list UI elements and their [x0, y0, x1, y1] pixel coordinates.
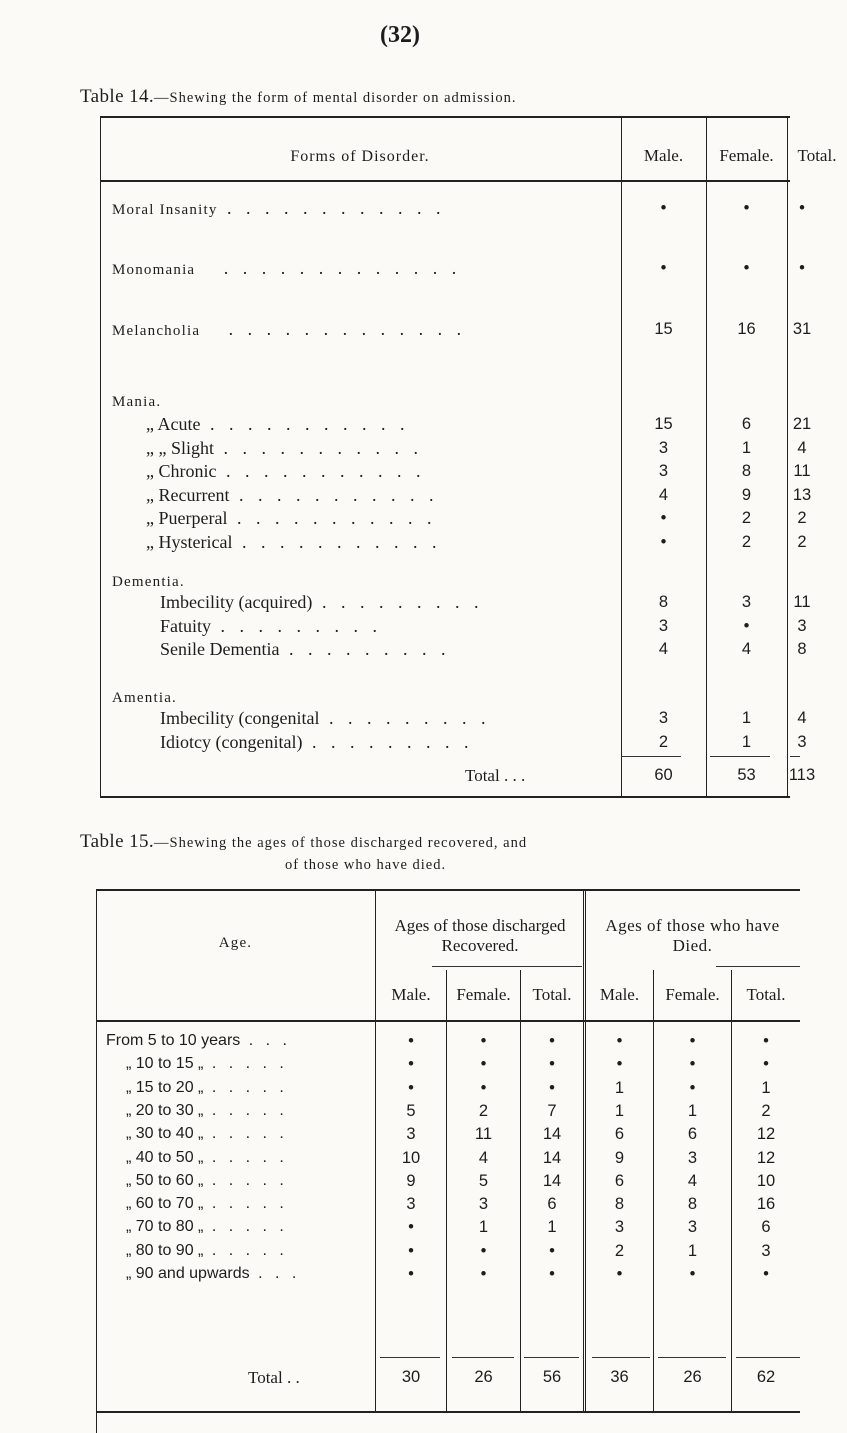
age-cell-dm: 2: [614, 1241, 625, 1260]
age-cell-df: 6: [687, 1125, 698, 1144]
age-cell-rm: •: [408, 1218, 414, 1237]
age-row-label: „ 30 to 40 „ . . . . .: [126, 1125, 288, 1143]
cell-male: •: [660, 509, 667, 528]
age-cell-rm: 5: [406, 1101, 416, 1120]
row-label: „ Puerperal . . . . . . . . . . .: [146, 508, 437, 529]
age-cell-df: •: [689, 1055, 696, 1074]
age-cell-rm: 9: [406, 1171, 416, 1190]
cell-female: 3: [741, 593, 752, 611]
cell-total: 11: [793, 462, 811, 481]
age-cell-rm: •: [408, 1055, 414, 1074]
age-cell-dm: •: [616, 1032, 623, 1050]
age-row-label-text: „ 90 and upwards: [126, 1265, 250, 1282]
table15-total-label: Total . .: [248, 1368, 300, 1387]
age-cell-rt: •: [549, 1032, 555, 1050]
age-cell-rf: 5: [478, 1171, 489, 1190]
row-label: Idiotcy (congenital) . . . . . . . . .: [160, 731, 474, 752]
age-row-label-text: „ 50 to 60 „: [126, 1171, 204, 1189]
group-label-dementia: Dementia.: [112, 574, 185, 590]
cell-total: •: [799, 199, 805, 217]
header-total: Total.: [797, 146, 837, 165]
age-cell-rm: •: [408, 1032, 414, 1050]
cell-total: 2: [797, 533, 807, 551]
age-row-label-text: „ 30 to 40 „: [126, 1125, 204, 1143]
cell-male: 3: [658, 616, 669, 635]
header-died: Ages of those who have Died.: [605, 916, 780, 955]
age-cell-dm: 3: [614, 1218, 625, 1237]
age-cell-rt: •: [549, 1241, 555, 1260]
age-row-label: „ 80 to 90 „ . . . . .: [126, 1241, 288, 1259]
table15-title-lead: Table 15.: [80, 831, 155, 852]
age-cell-rm: •: [408, 1241, 414, 1260]
row-label-text: Idiotcy (congenital): [160, 731, 303, 752]
cell-male: 3: [658, 709, 669, 727]
age-cell-df: 1: [687, 1241, 698, 1260]
cell-female: •: [743, 259, 750, 277]
header-recovered-male: Male.: [391, 985, 431, 1004]
cell-female: 6: [741, 415, 752, 433]
cell-female: 9: [741, 485, 752, 504]
header-recovered-total: Total.: [532, 985, 572, 1004]
age-cell-rt: 14: [542, 1125, 562, 1144]
row-label-text: Imbecility (congenital: [160, 708, 320, 728]
age-cell-dt: 1: [761, 1078, 771, 1097]
age-cell-rf: •: [480, 1265, 487, 1283]
header-recovered-female: Female.: [456, 985, 511, 1004]
row-label: „ „ Slight . . . . . . . . . . .: [146, 437, 423, 458]
header-female: Female.: [719, 146, 774, 165]
age-cell-dm: •: [616, 1055, 623, 1074]
age-row-label: „ 40 to 50 „ . . . . .: [126, 1148, 288, 1166]
table14-total-total: 113: [788, 766, 816, 784]
header-died-total: Total.: [746, 985, 786, 1004]
age-cell-rf: •: [480, 1078, 487, 1097]
age-cell-dm: 1: [614, 1101, 625, 1120]
table15-title-line2: of those who have died.: [285, 857, 447, 873]
row-label-text: Imbecility (acquired): [160, 592, 313, 612]
age-cell-df: 3: [687, 1218, 698, 1237]
age-cell-rt: 14: [542, 1148, 562, 1167]
age-cell-rt: 1: [547, 1218, 557, 1237]
age-cell-rf: •: [480, 1241, 487, 1260]
cell-female: 8: [741, 462, 752, 481]
row-label-monomania: Monomania . . . . . . . . . . . . .: [112, 258, 462, 278]
age-cell-dt: 6: [761, 1218, 771, 1237]
cell-female: •: [743, 199, 750, 217]
age-cell-rt: 7: [547, 1101, 557, 1120]
group-label-mania: Mania.: [112, 394, 162, 410]
cell-total: 8: [797, 640, 807, 658]
cell-female: 16: [737, 320, 756, 338]
row-label: Imbecility (acquired) . . . . . . . . .: [160, 592, 484, 612]
age-row-label-text: „ 15 to 20 „: [126, 1078, 204, 1096]
age-cell-dm: 1: [614, 1078, 625, 1097]
age-cell-rt: •: [549, 1078, 555, 1097]
cell-total: 13: [792, 485, 812, 504]
age-cell-rm: •: [408, 1078, 414, 1097]
row-label-text: „ Recurrent: [146, 484, 230, 505]
header-died-female: Female.: [665, 985, 720, 1004]
cell-female: 2: [741, 533, 752, 551]
cell-female: 4: [741, 640, 752, 658]
age-row-label-text: „ 80 to 90 „: [126, 1241, 204, 1259]
age-row-label: „ 60 to 70 „ . . . . .: [126, 1195, 288, 1213]
cell-female: 1: [741, 709, 752, 727]
cell-male: 15: [654, 320, 673, 338]
age-cell-dt: •: [763, 1032, 769, 1050]
cell-male: 4: [658, 485, 669, 504]
age-row-label-text: „ 60 to 70 „: [126, 1195, 204, 1213]
header-recovered: Ages of those discharged Recovered.: [394, 916, 566, 955]
age-cell-dm: 6: [614, 1171, 625, 1190]
cell-male: 2: [658, 732, 669, 751]
age-cell-rt: 6: [547, 1195, 557, 1214]
cell-male: 8: [658, 593, 669, 611]
table15-title-rest: —Shewing the ages of those discharged recovered, and: [154, 835, 528, 851]
table15-total-dm: 36: [610, 1368, 629, 1386]
table14-total-male: 60: [654, 766, 673, 784]
page-number: (32): [380, 22, 420, 48]
row-label: „ Chronic . . . . . . . . . . .: [146, 461, 426, 482]
cell-male: 3: [658, 462, 669, 481]
age-row-label: „ 50 to 60 „ . . . . .: [126, 1171, 288, 1189]
age-cell-rf: 11: [474, 1125, 493, 1144]
age-cell-dt: 10: [756, 1171, 776, 1190]
row-label: „ Recurrent . . . . . . . . . . .: [146, 484, 439, 505]
age-cell-rt: •: [549, 1055, 555, 1074]
cell-total: •: [799, 259, 805, 277]
row-label: „ Acute . . . . . . . . . . .: [146, 414, 410, 434]
age-cell-df: 4: [687, 1171, 698, 1190]
age-cell-dt: 12: [756, 1125, 776, 1144]
table14-title-rest: —Shewing the form of mental disorder on admission.: [154, 90, 517, 106]
age-cell-dt: 3: [761, 1241, 771, 1260]
age-cell-dm: •: [616, 1265, 623, 1283]
age-cell-dm: 9: [614, 1148, 625, 1167]
table15-total-dt: 62: [756, 1368, 776, 1386]
row-label-text: „ Hysterical: [146, 532, 233, 552]
row-label-text: „ Chronic: [146, 461, 217, 482]
table14-total-female: 53: [737, 766, 756, 784]
age-cell-rm: 3: [406, 1125, 416, 1144]
age-cell-df: •: [689, 1032, 696, 1050]
age-row-label-text: „ 20 to 30 „: [126, 1101, 204, 1119]
cell-total: 2: [797, 509, 807, 528]
table15-title: [80, 831, 527, 853]
row-label: Imbecility (congenital . . . . . . . . .: [160, 708, 491, 728]
header-male: Male.: [643, 146, 684, 165]
cell-total: 31: [792, 320, 812, 338]
row-label-text: „ Puerperal: [146, 508, 228, 529]
row-label: Senile Dementia . . . . . . . . .: [160, 639, 451, 659]
cell-male: •: [660, 259, 667, 277]
age-cell-rt: •: [549, 1265, 555, 1283]
age-cell-rf: •: [480, 1055, 487, 1074]
header-died-male: Male.: [599, 985, 640, 1004]
age-cell-df: 8: [687, 1195, 698, 1214]
row-label-text: Senile Dementia: [160, 639, 280, 659]
table15-total-rf: 26: [474, 1368, 493, 1386]
table15-total-rm: 30: [401, 1368, 421, 1386]
age-row-label: „ 20 to 30 „ . . . . .: [126, 1101, 288, 1119]
age-cell-dm: 8: [614, 1195, 625, 1214]
table14-title: [80, 86, 517, 108]
cell-total: 4: [797, 438, 807, 457]
row-label-moral-insanity: Moral Insanity . . . . . . . . . . . .: [112, 198, 446, 218]
age-row-label: „ 90 and upwards . . .: [126, 1265, 301, 1282]
age-row-label: From 5 to 10 years . . .: [106, 1032, 291, 1049]
row-label-text: Fatuity: [160, 615, 212, 636]
row-label-melancholia: Melancholia . . . . . . . . . . . . .: [112, 319, 467, 339]
row-label-text: „ „ Slight: [146, 437, 214, 458]
cell-total: 3: [797, 616, 807, 635]
age-cell-rf: 4: [478, 1148, 489, 1167]
cell-male: 15: [654, 415, 673, 433]
age-cell-rf: •: [480, 1032, 487, 1050]
age-cell-dt: •: [763, 1055, 769, 1074]
cell-male: •: [660, 533, 667, 551]
table15-total-rt: 56: [542, 1368, 562, 1386]
table14-title-lead: Table 14.: [80, 86, 155, 107]
age-cell-df: 1: [687, 1101, 698, 1120]
cell-female: •: [743, 616, 750, 635]
cell-female: 1: [741, 732, 752, 751]
age-row-label-text: „ 10 to 15 „: [126, 1055, 204, 1073]
age-cell-dt: 12: [756, 1148, 776, 1167]
cell-male: •: [660, 199, 667, 217]
age-cell-dt: 2: [761, 1101, 771, 1120]
age-cell-rm: •: [408, 1265, 414, 1283]
age-row-label: „ 70 to 80 „ . . . . .: [126, 1218, 288, 1236]
cell-total: 11: [793, 593, 811, 611]
age-cell-dt: •: [763, 1265, 769, 1283]
age-cell-rt: 14: [542, 1171, 562, 1190]
age-row-label: „ 10 to 15 „ . . . . .: [126, 1055, 288, 1073]
age-cell-rm: 10: [401, 1148, 421, 1167]
age-row-label-text: „ 40 to 50 „: [126, 1148, 204, 1166]
age-cell-rf: 1: [478, 1218, 489, 1237]
row-label: „ Hysterical . . . . . . . . . . .: [146, 532, 442, 552]
age-row-label: „ 15 to 20 „ . . . . .: [126, 1078, 288, 1096]
age-cell-df: 3: [687, 1148, 698, 1167]
table14-total-label: Total . . .: [465, 766, 526, 785]
group-label-amentia: Amentia.: [112, 690, 178, 706]
age-cell-df: •: [689, 1078, 696, 1097]
age-cell-rf: 2: [478, 1101, 489, 1120]
cell-total: 3: [797, 732, 807, 751]
age-cell-dm: 6: [614, 1125, 625, 1144]
cell-male: 4: [658, 640, 669, 658]
cell-male: 3: [658, 438, 669, 457]
age-row-label-text: From 5 to 10 years: [106, 1032, 241, 1049]
age-row-label-text: „ 70 to 80 „: [126, 1218, 204, 1236]
age-cell-rm: 3: [406, 1195, 416, 1214]
header-age: Age.: [218, 935, 253, 951]
age-cell-df: •: [689, 1265, 696, 1283]
cell-total: 21: [792, 415, 812, 433]
row-label-text: „ Acute: [146, 414, 201, 434]
cell-female: 1: [741, 438, 752, 457]
cell-female: 2: [741, 509, 752, 528]
cell-total: 4: [797, 709, 807, 727]
table15-total-df: 26: [683, 1368, 702, 1386]
header-forms-of-disorder: Forms of Disorder.: [290, 148, 430, 165]
age-cell-dt: 16: [756, 1195, 776, 1214]
row-label: Fatuity . . . . . . . . .: [160, 615, 383, 636]
age-cell-rf: 3: [478, 1195, 489, 1214]
